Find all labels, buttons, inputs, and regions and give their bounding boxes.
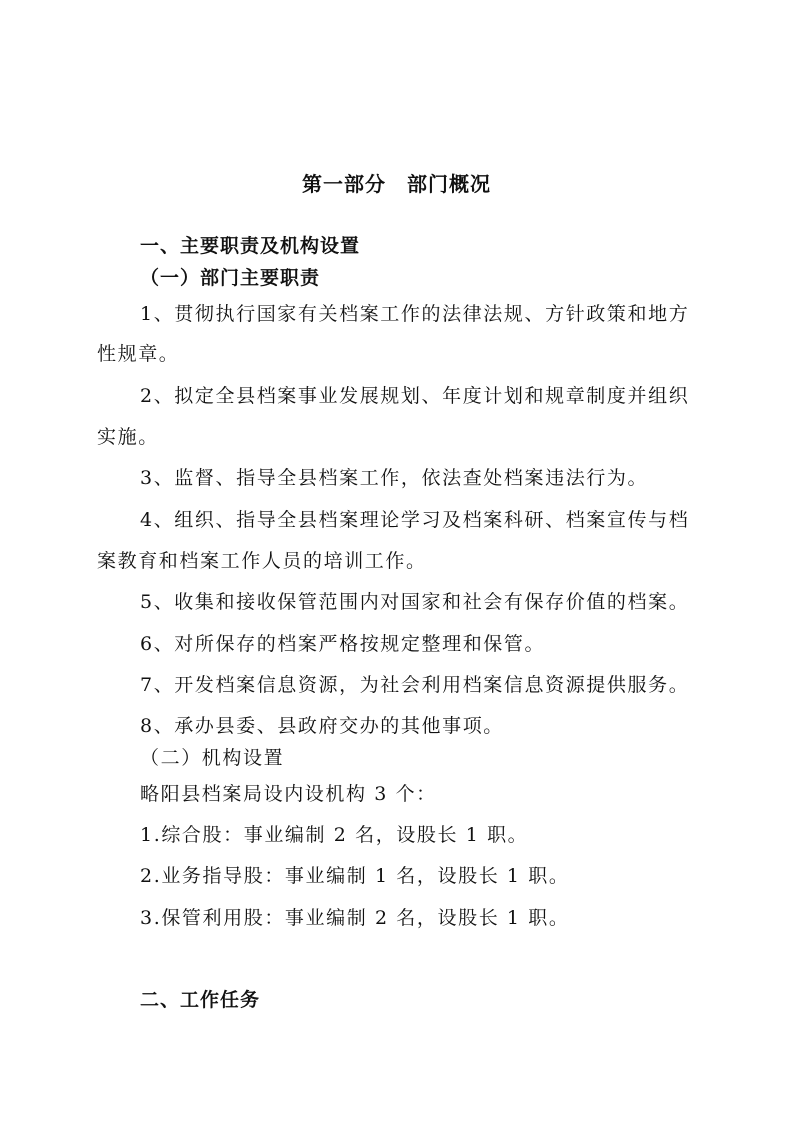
duty-item-2-line-1: 2、拟定全县档案事业发展规划、年度计划和规章制度并组织 [140, 385, 690, 407]
duty-item-2-line-2: 实施。 [97, 426, 159, 448]
duty-item-4-line-2: 案教育和档案工作人员的培训工作。 [97, 550, 427, 572]
duty-item-1-line-2: 性规章。 [97, 343, 180, 365]
duty-item-3: 3、监督、指导全县档案工作，依法查处档案违法行为。 [140, 467, 649, 489]
section-heading-work-tasks: 二、工作任务 [140, 989, 261, 1011]
duty-item-1-line-1: 1、贯彻执行国家有关档案工作的法律法规、方针政策和地方 [140, 303, 690, 325]
duty-item-7: 7、开发档案信息资源，为社会利用档案信息资源提供服务。 [140, 674, 690, 696]
subsection-heading-organization: （二）机构设置 [140, 747, 285, 769]
organization-intro: 略阳县档案局设内设机构 3 个： [140, 783, 437, 805]
duty-item-5: 5、收集和接收保管范围内对国家和社会有保存价值的档案。 [140, 591, 690, 613]
organization-item-3: 3.保管利用股：事业编制 2 名，设股长 1 职。 [140, 907, 570, 929]
section-heading-duties-and-organization: 一、主要职责及机构设置 [140, 235, 361, 257]
organization-item-2: 2.业务指导股：事业编制 1 名，设股长 1 职。 [140, 865, 570, 887]
duty-item-8: 8、承办县委、县政府交办的其他事项。 [140, 715, 504, 737]
page-title: 第一部分 部门概况 [302, 172, 491, 196]
subsection-heading-duties: （一）部门主要职责 [140, 267, 321, 289]
organization-item-1: 1.综合股：事业编制 2 名，设股长 1 职。 [140, 824, 529, 846]
duty-item-4-line-1: 4、组织、指导全县档案理论学习及档案科研、档案宣传与档 [140, 509, 690, 531]
duty-item-6: 6、对所保存的档案严格按规定整理和保管。 [140, 633, 546, 655]
